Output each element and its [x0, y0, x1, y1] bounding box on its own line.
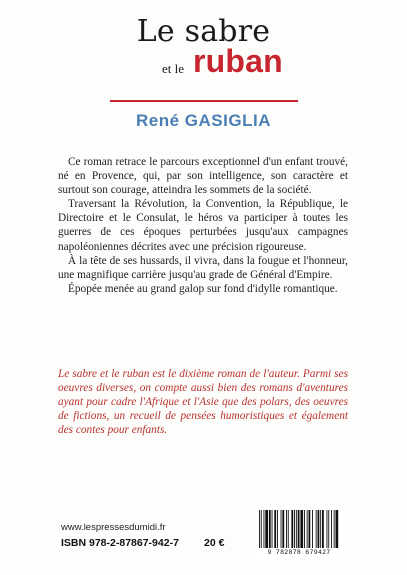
barcode-bar — [265, 510, 268, 548]
barcode-bar — [291, 510, 293, 548]
barcode-bar — [298, 510, 300, 548]
barcode-digits: 9 782878 679427 — [267, 549, 331, 556]
blurb-paragraph: À la tête de ses hussards, il vivra, dans la fougue et l'honneur, une magnifique carrière jusqu'au grade de Général d'Empire. — [58, 254, 348, 281]
divider-rule — [110, 100, 298, 102]
barcode-bar — [318, 510, 320, 548]
blurb — [58, 155, 348, 296]
blurb-paragraph: Traversant la Révolution, la Convention, la République, le Directoire et le Consulat, le héros va participer à toutes les guerres de ces époques perturbées jusqu'aux campagnes napoléoniennes décrites avec une précision rigoureuse. — [58, 198, 348, 253]
barcode-bar — [261, 510, 262, 548]
barcode-bar — [320, 510, 321, 548]
barcode-bar — [296, 510, 297, 548]
isbn: ISBN 978-2-87867-942-7 — [61, 537, 179, 549]
publisher-website: www.lespressesdumidi.fr — [61, 522, 166, 533]
barcode-bar — [264, 510, 265, 548]
blurb-paragraph: Épopée menée au grand galop sur fond d'idylle romantique. — [68, 282, 338, 295]
price: 20 € — [204, 537, 225, 549]
barcode — [255, 508, 343, 560]
barcode-bars — [255, 508, 343, 549]
title-connector: et le — [162, 61, 185, 76]
barcode-bar — [309, 510, 311, 548]
author-note-text: Le sabre et le ruban est le dixième roman de l'auteur. Parmi ses oeuvres diverses, on compte aussi bien des romans d'aventures ayant pour cadre l'Afrique et l'Asie que des polars, des oeuvres de fictions, un recueil de pensées humoristiques et également des contes pour enfants. — [58, 368, 348, 437]
barcode-bar — [286, 510, 287, 548]
barcode-bar — [281, 510, 282, 548]
barcode-bar — [300, 510, 303, 548]
barcode-bar — [294, 510, 295, 548]
barcode-bar — [259, 510, 260, 548]
author-note — [58, 367, 348, 437]
barcode-bar — [277, 510, 278, 548]
barcode-bar — [269, 510, 271, 548]
barcode-bar — [316, 510, 317, 548]
title-line-2: ruban — [193, 43, 283, 79]
barcode-bar — [282, 510, 284, 548]
blurb-paragraph: Ce roman retrace le parcours exceptionnel d'un enfant trouvé, né en Provence, qui, par son intelligence, son caractère et surtout son courage, atteindra les sommets de la société. — [58, 156, 348, 197]
title-line-1: Le sabre — [136, 14, 271, 49]
barcode-bar — [331, 510, 332, 548]
barcode-bar — [312, 510, 313, 548]
barcode-bar — [307, 510, 308, 548]
barcode-bar — [288, 510, 289, 548]
author-name: René GASIGLIA — [136, 111, 271, 130]
barcode-bar — [327, 510, 328, 548]
barcode-bar — [336, 510, 339, 548]
barcode-bar — [334, 510, 335, 548]
barcode-bar — [274, 510, 276, 548]
barcode-bar — [304, 510, 305, 548]
barcode-bar — [328, 510, 329, 548]
barcode-bar — [272, 510, 273, 548]
barcode-bar — [322, 510, 324, 548]
